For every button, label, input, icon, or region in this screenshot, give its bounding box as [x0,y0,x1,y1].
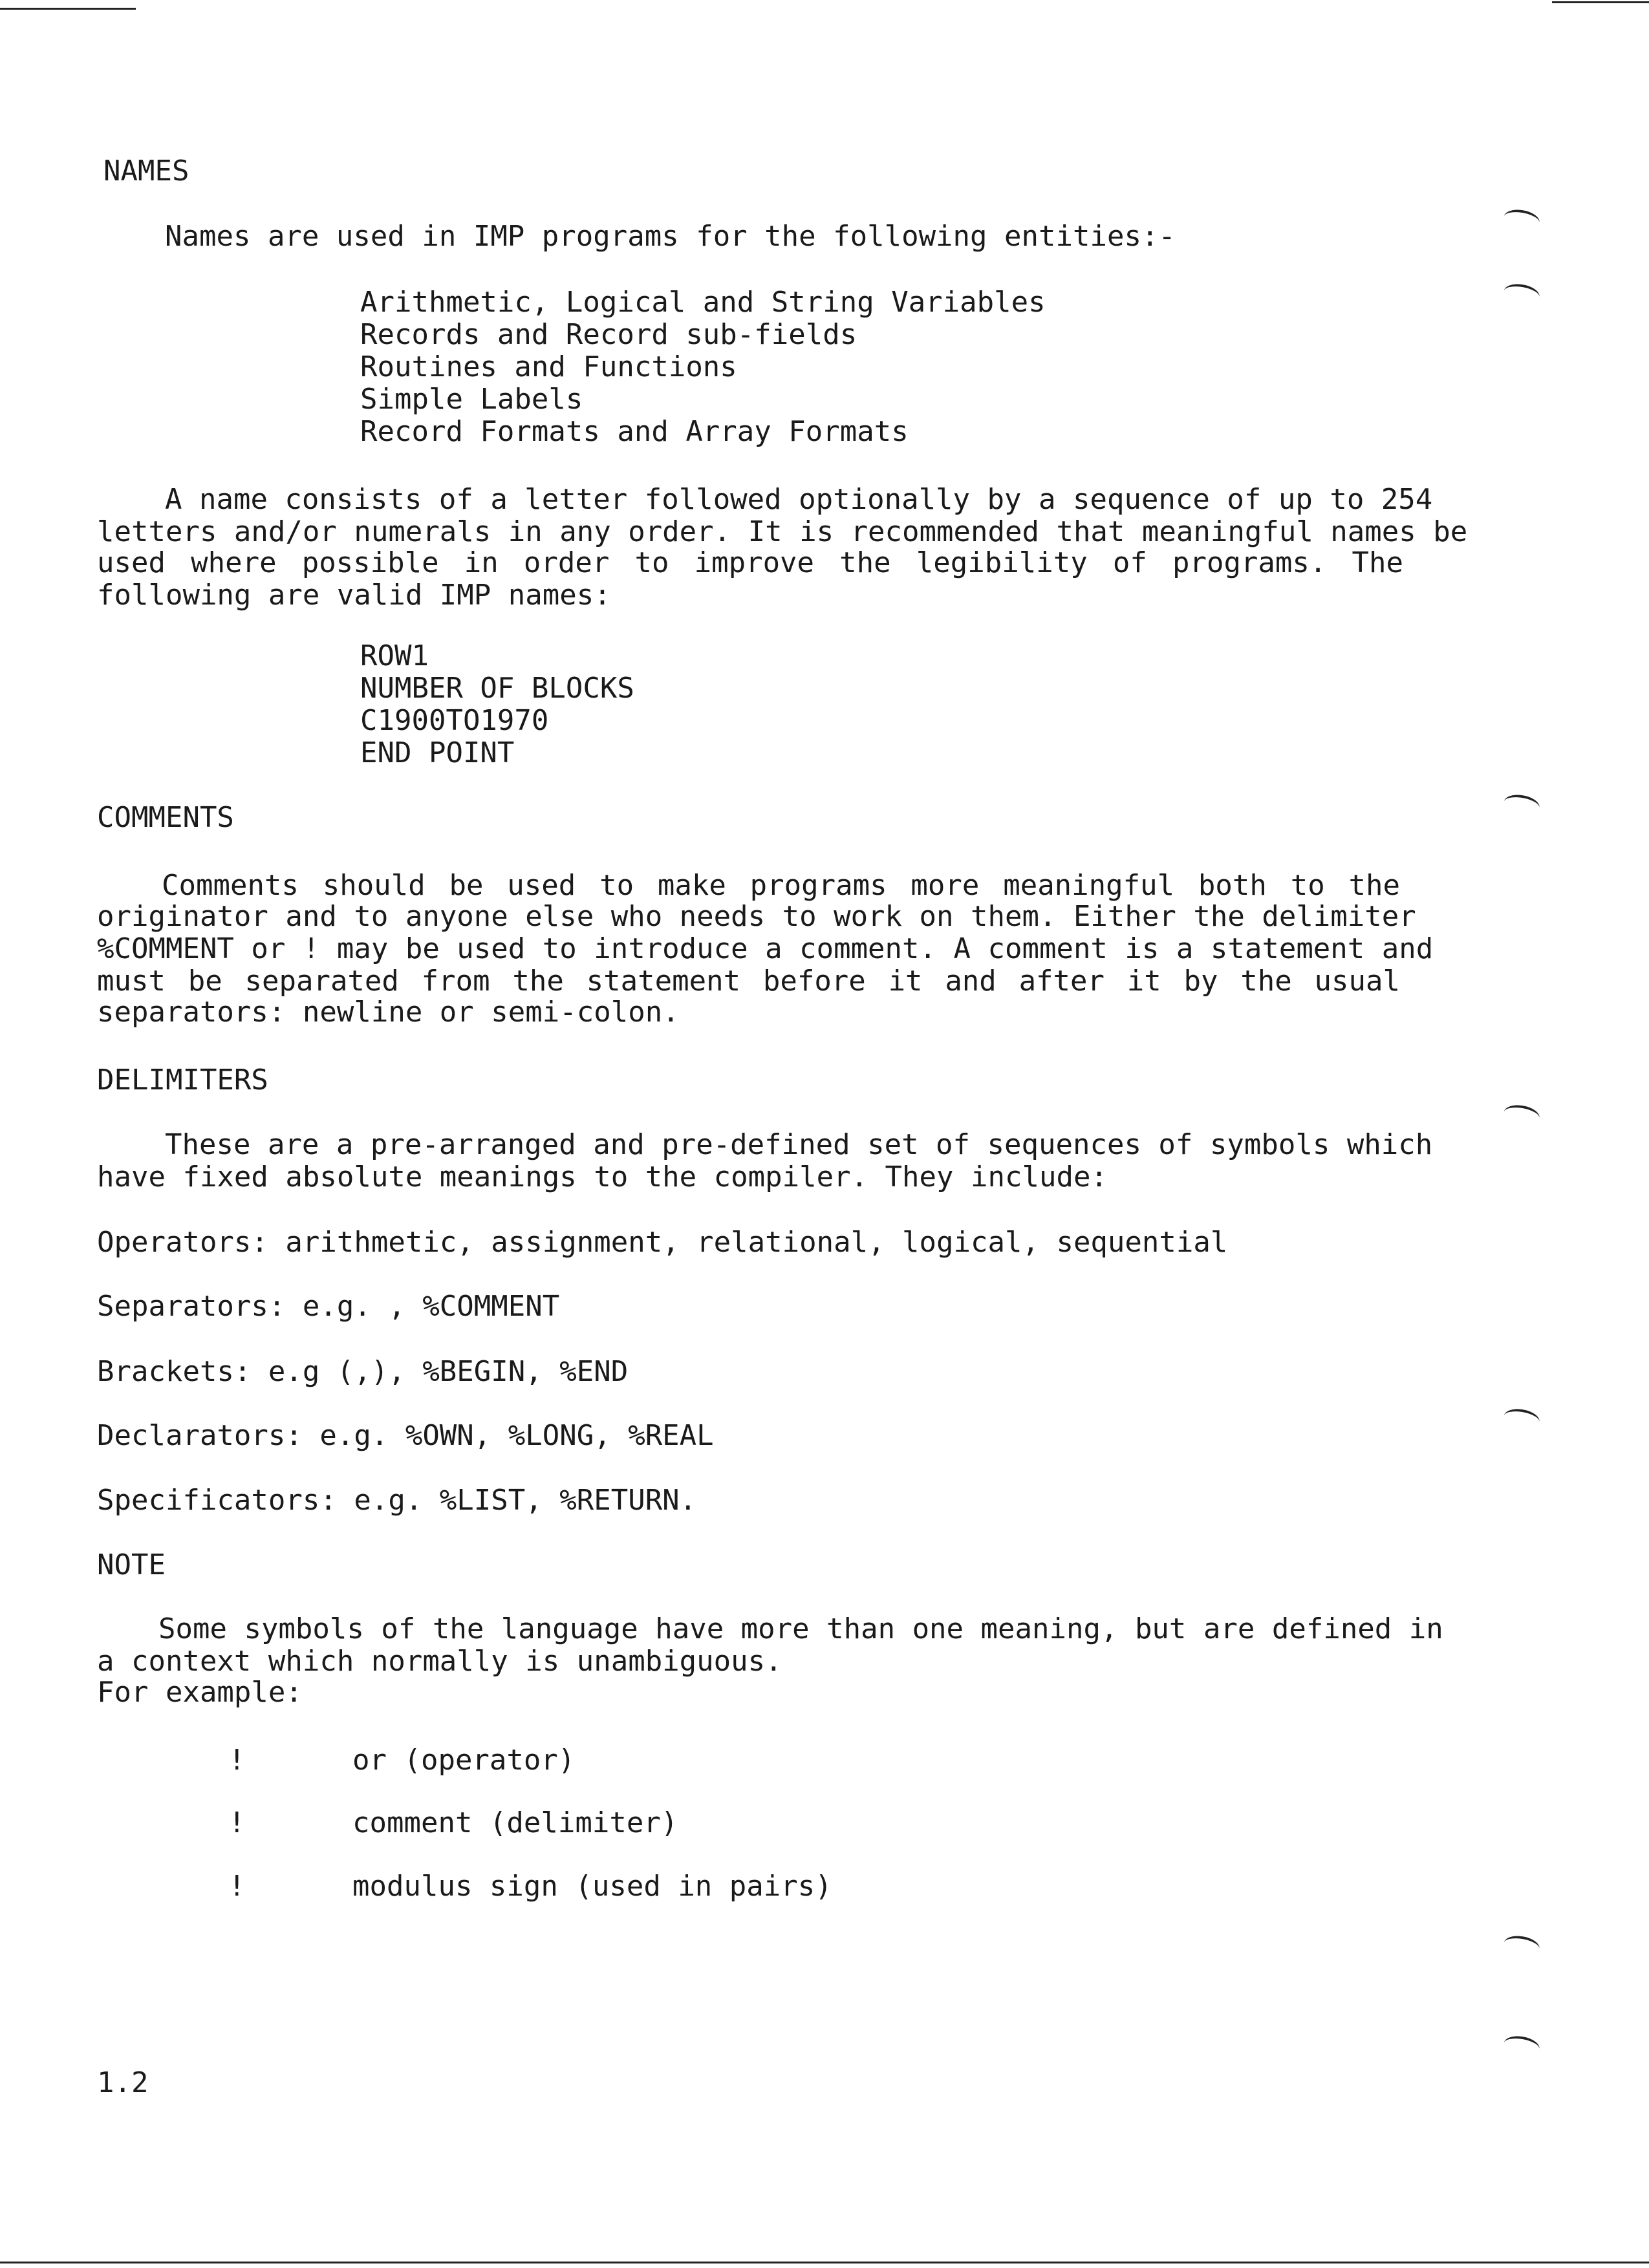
note-paragraph-line: a context which normally is unambiguous. [97,1645,782,1678]
delimiter-category: Declarators: e.g. %OWN, %LONG, %REAL [97,1419,714,1452]
binder-hole-mark [1502,1102,1541,1128]
entity-item: Routines and Functions [360,350,737,383]
page-number: 1.2 [97,2066,149,2099]
note-symbol: ! [228,1806,246,1839]
note-paragraph-line: For example: [97,1676,303,1709]
name-example: ROW1 [360,639,429,672]
names-intro: Names are used in IMP programs for the following entities:- [165,220,1176,253]
delimiter-category: Brackets: e.g (,), %BEGIN, %END [97,1355,629,1388]
binder-hole-mark [1502,1406,1541,1431]
comments-paragraph-line: separators: newline or semi-colon. [97,996,680,1029]
delimiter-category: Operators: arithmetic, assignment, relational, logical, sequential [97,1226,1228,1259]
comments-heading: COMMENTS [97,801,234,834]
comments-paragraph-line: Comments should be used to make programs more meaningful both to the [162,869,1400,902]
delimiter-category: Specificators: e.g. %LIST, %RETURN. [97,1484,697,1517]
name-example: C1900TO1970 [360,704,549,737]
note-heading: NOTE [97,1548,166,1581]
names-paragraph-line: A name consists of a letter followed optionally by a sequence of up to 254 [165,483,1433,516]
names-paragraph-line: letters and/or numerals in any order. It is recommended that meaningful names be [97,515,1468,548]
note-meaning: modulus sign (used in pairs) [352,1870,832,1903]
name-example: END POINT [360,736,515,769]
names-heading: NAMES [103,155,189,187]
delimiters-heading: DELIMITERS [97,1064,268,1097]
note-meaning: or (operator) [352,1744,576,1777]
delimiters-paragraph-line: have fixed absolute meanings to the compiler. They include: [97,1161,1108,1193]
binder-hole-mark [1502,207,1541,232]
delimiter-category: Separators: e.g. , %COMMENT [97,1290,560,1323]
entity-item: Records and Record sub-fields [360,318,857,351]
note-paragraph-line: Some symbols of the language have more than one meaning, but are defined in [158,1612,1443,1645]
comments-paragraph-line: must be separated from the statement before it and after it by the usual [97,965,1400,998]
entity-item: Simple Labels [360,383,583,416]
comments-paragraph-line: %COMMENT or ! may be used to introduce a comment. A comment is a statement and [97,932,1434,965]
top-left-rule [0,8,136,10]
note-symbol: ! [228,1744,246,1777]
delimiters-paragraph-line: These are a pre-arranged and pre-defined set of sequences of symbols which [165,1128,1433,1161]
comments-paragraph-line: originator and to anyone else who needs to work on them. Either the delimiter [97,900,1416,933]
note-symbol: ! [228,1870,246,1903]
note-meaning: comment (delimiter) [352,1806,678,1839]
entity-item: Record Formats and Array Formats [360,415,909,448]
bottom-rule [0,2262,1649,2263]
binder-hole-mark [1502,1933,1541,1958]
names-paragraph-line: used where possible in order to improve the legibility of programs. The [97,546,1403,579]
names-paragraph-line: following are valid IMP names: [97,579,611,612]
binder-hole-mark [1502,2033,1541,2059]
binder-hole-mark [1502,281,1541,306]
binder-hole-mark [1502,792,1541,817]
entity-item: Arithmetic, Logical and String Variables [360,286,1046,319]
name-example: NUMBER OF BLOCKS [360,672,634,705]
top-right-rule [1552,1,1649,3]
